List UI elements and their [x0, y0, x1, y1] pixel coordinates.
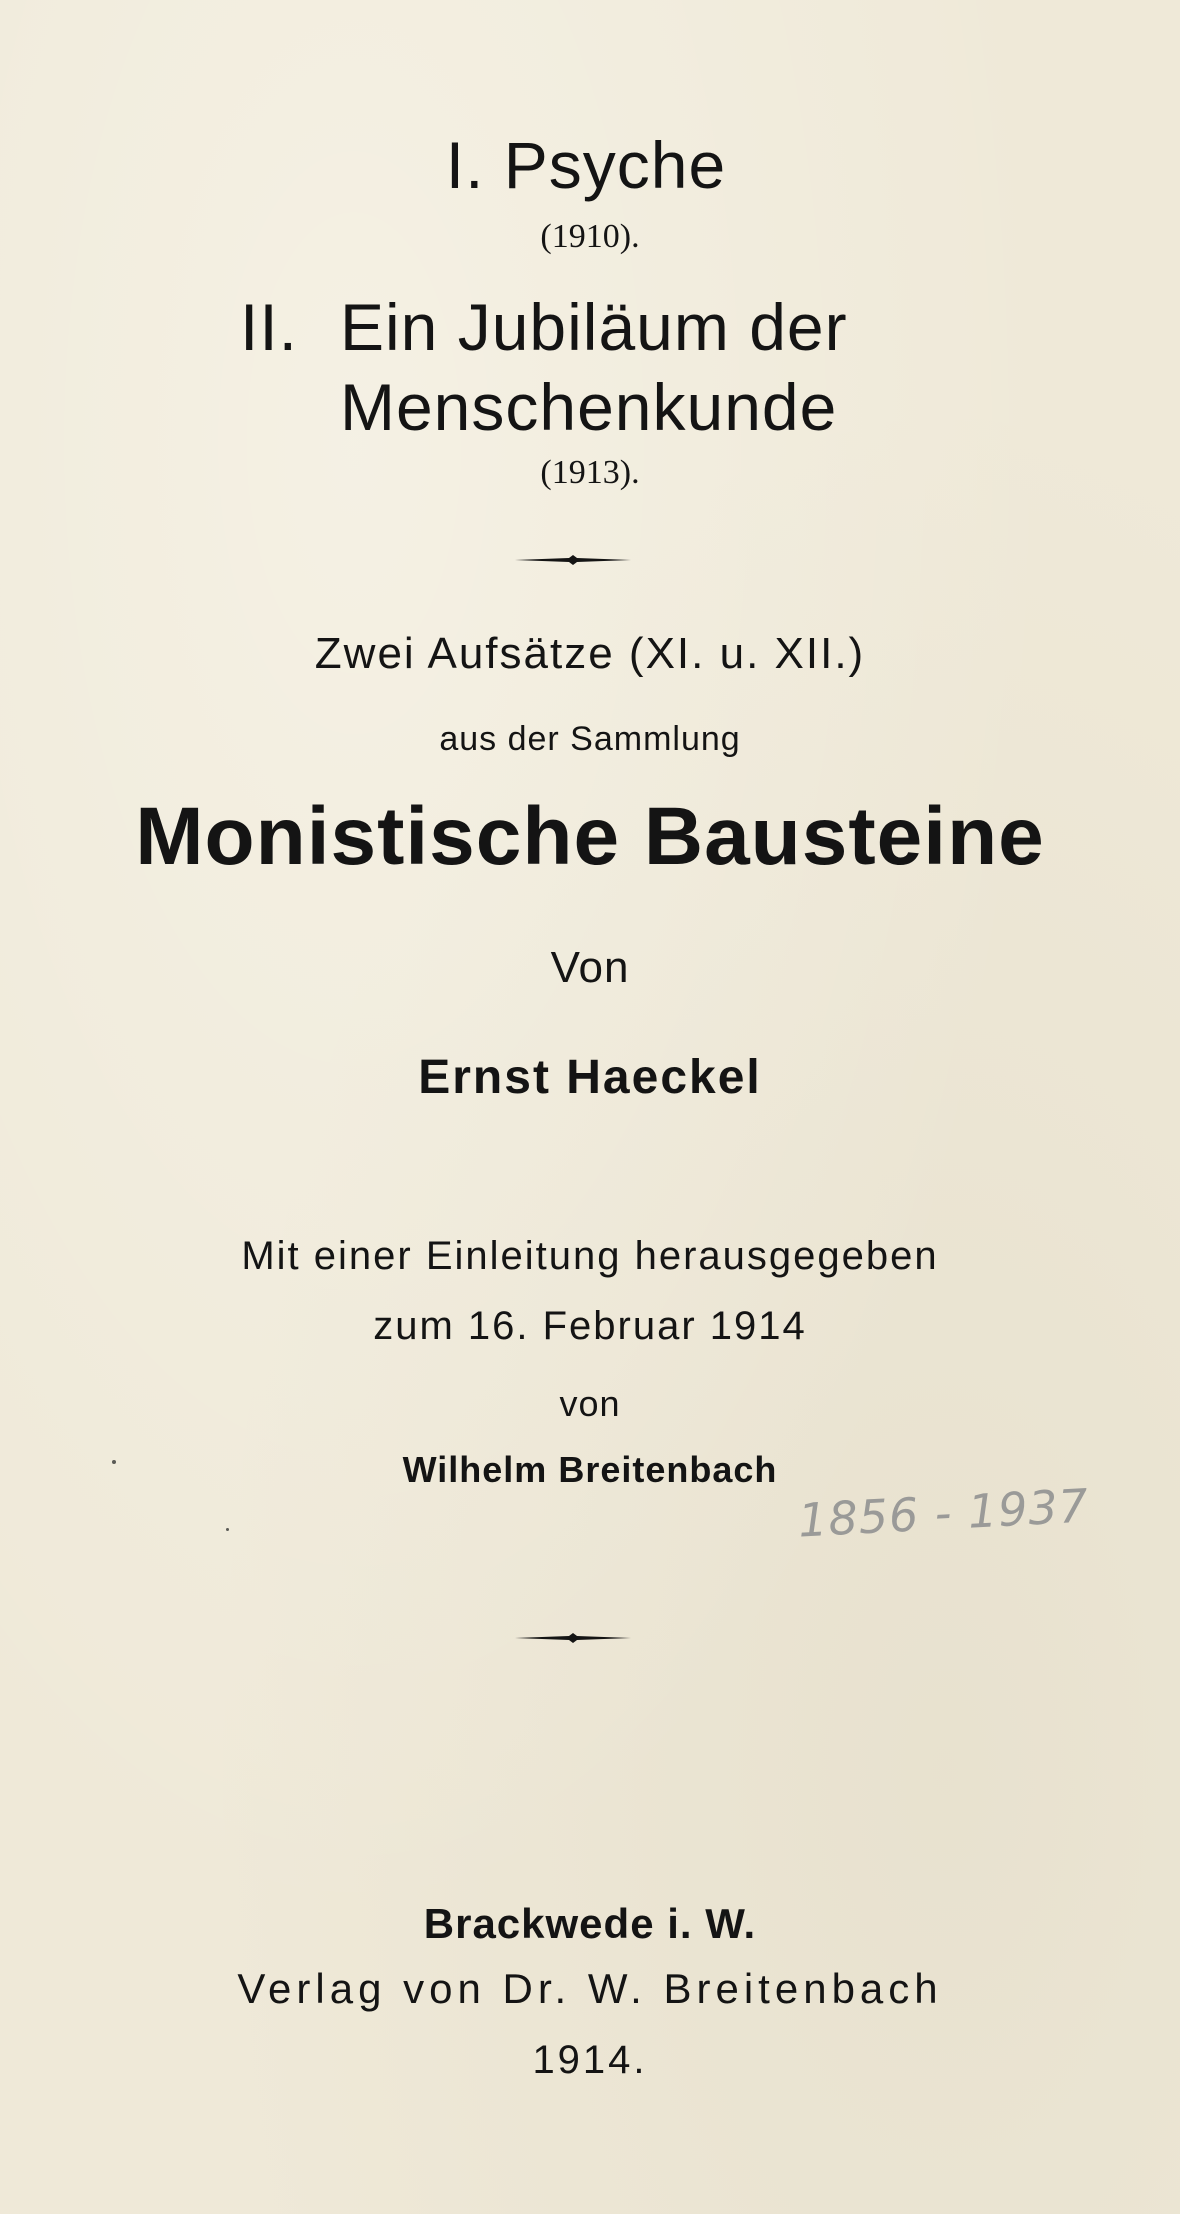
paper-speck — [226, 1528, 229, 1531]
by-label: Von — [550, 943, 630, 992]
ornament-rule-icon — [513, 1631, 633, 1645]
editor-by: von — [559, 1383, 621, 1424]
publication-place: Brackwede i. W. — [423, 1900, 757, 1947]
part-one-title: I. Psyche — [445, 128, 727, 202]
intro-line2: zum 16. Februar 1914 — [373, 1304, 807, 1348]
part-two-numeral: II. — [240, 290, 299, 364]
essays-line: Zwei Aufsätze (XI. u. XII.) — [314, 629, 866, 678]
ornament-rule-icon — [513, 553, 633, 567]
editor-name: Wilhelm Breitenbach — [402, 1449, 778, 1490]
part-two-title-line1: Ein Jubiläum der — [340, 290, 848, 364]
part-one-year: (1910). — [540, 218, 640, 255]
main-title: Monistische Bausteine — [135, 791, 1045, 882]
paper-speck — [112, 1460, 116, 1464]
intro-line1: Mit einer Einleitung herausgegeben — [241, 1234, 939, 1278]
author-name: Ernst Haeckel — [418, 1051, 762, 1104]
publication-year: 1914. — [532, 2038, 648, 2082]
part-two-title-line2: Menschenkunde — [340, 370, 838, 444]
collection-line: aus der Sammlung — [439, 720, 741, 758]
part-two-year: (1913). — [540, 454, 640, 491]
pencil-annotation: 1856 - 1937 — [796, 1478, 1091, 1548]
publisher-line: Verlag von Dr. W. Breitenbach — [237, 1965, 943, 2012]
